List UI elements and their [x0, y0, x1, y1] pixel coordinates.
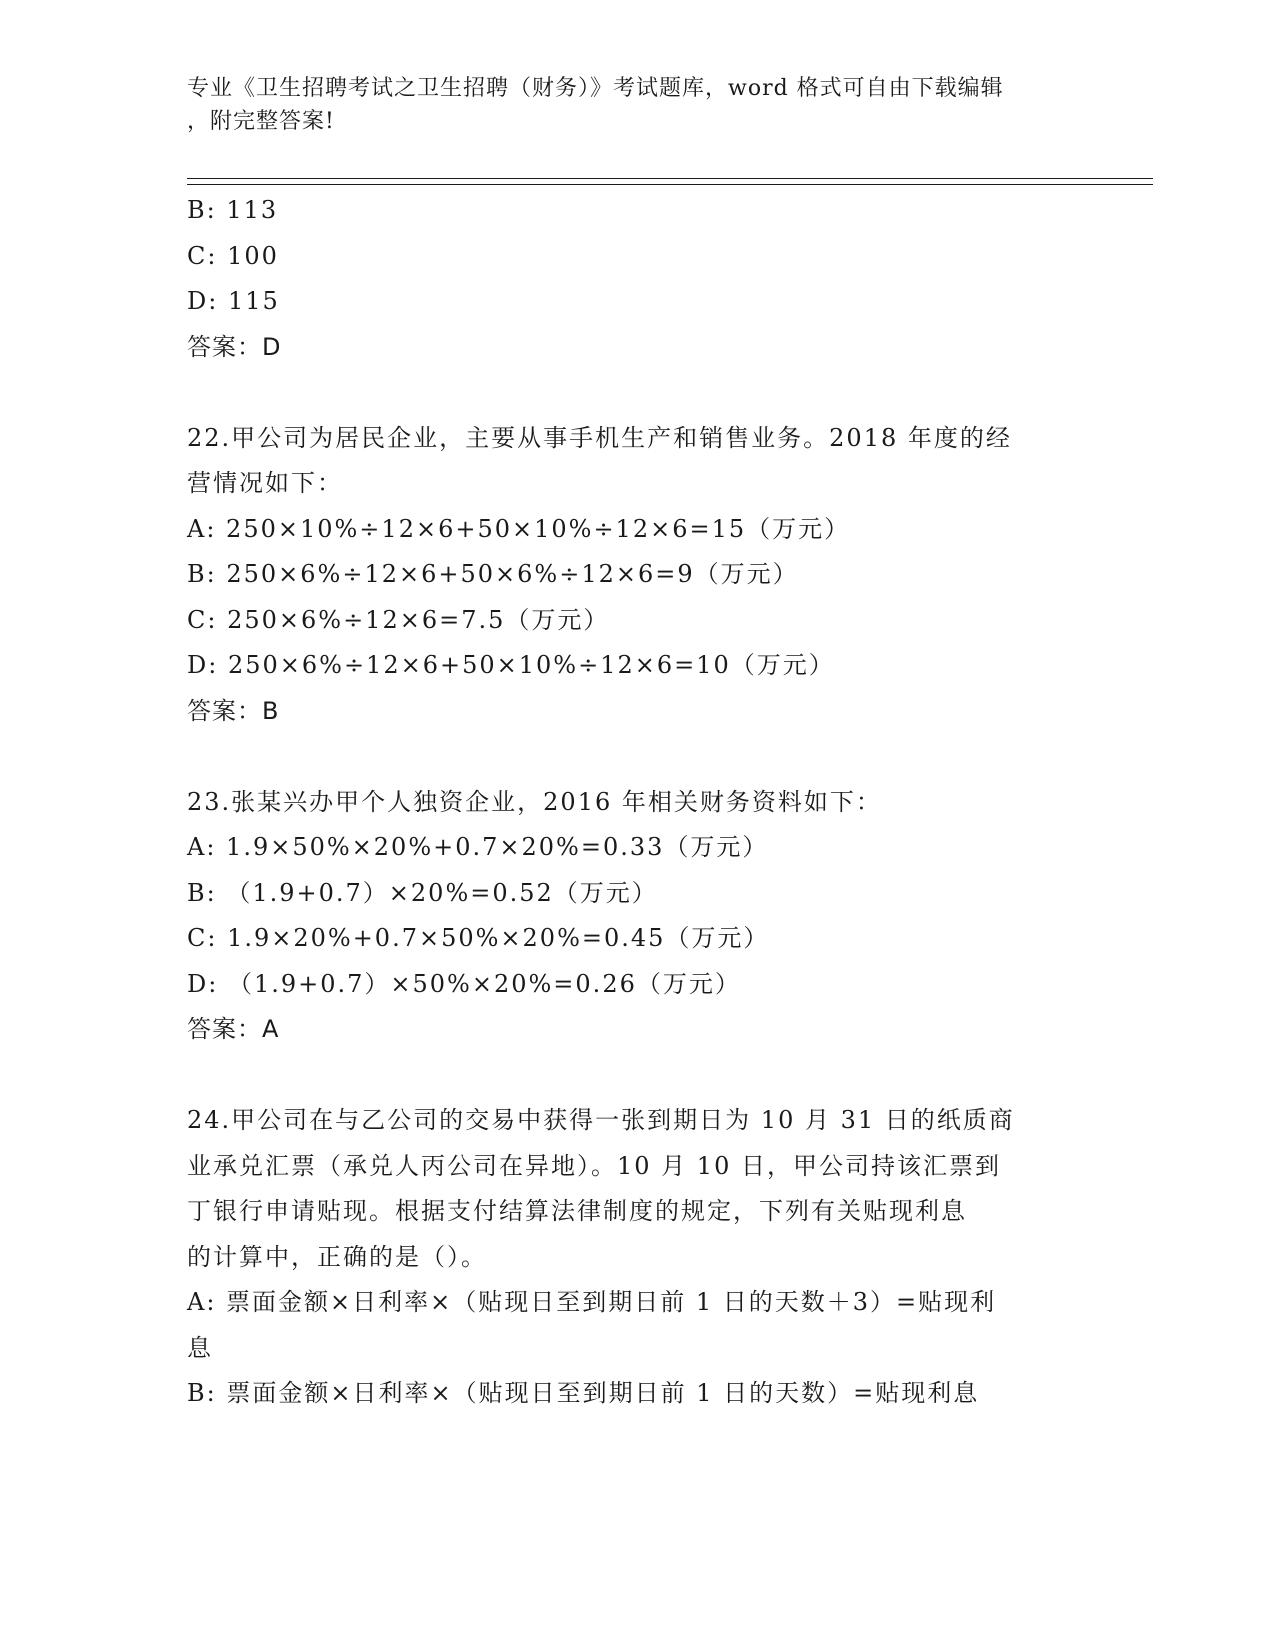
option-d: D: 115	[187, 287, 280, 315]
document-header	[187, 72, 1067, 138]
option-a-continued: 息	[187, 1333, 213, 1362]
header-title-line2: ，附完整答案!	[187, 109, 335, 134]
option-c: C: 1.9×20%+0.7×50%×20%=0.45（万元）	[187, 924, 770, 952]
spacer	[187, 370, 1087, 416]
question-stem-line: 营情况如下：	[187, 469, 343, 497]
question-list	[187, 188, 1087, 1417]
answer-line: 答案：B	[187, 696, 280, 725]
option-a: A: 1.9×50%×20%+0.7×20%=0.33（万元）	[187, 833, 769, 861]
option-d: D: （1.9+0.7）×50%×20%=0.26（万元）	[187, 969, 741, 998]
question-23	[187, 780, 1087, 1053]
option-b: B: （1.9+0.7）×20%=0.52（万元）	[187, 878, 658, 907]
option-c: C: 250×6%÷12×6=7.5（万元）	[187, 605, 610, 634]
spacer	[187, 734, 1087, 780]
question-24	[187, 1098, 1087, 1417]
option-b: B: 250×6%÷12×6+50×6%÷12×6=9（万元）	[187, 560, 799, 588]
header-divider	[187, 178, 1153, 185]
option-a: A: 票面金额×日利率×（贴现日至到期日前 1 日的天数＋3）=贴现利	[187, 1288, 997, 1316]
header-title-line1: 专业《卫生招聘考试之卫生招聘（财务）》考试题库，word 格式可自由下载编辑	[187, 76, 1004, 101]
answer-line: 答案：A	[187, 1015, 280, 1043]
question-stem-line: 22.甲公司为居民企业，主要从事手机生产和销售业务。2018 年度的经	[187, 423, 1012, 452]
option-d: D: 250×6%÷12×6+50×10%÷12×6=10（万元）	[187, 651, 835, 679]
question-21	[187, 188, 1087, 370]
option-c: C: 100	[187, 241, 279, 270]
answer-line: 答案：D	[187, 332, 282, 361]
question-stem-line: 23.张某兴办甲个人独资企业，2016 年相关财务资料如下：	[187, 787, 882, 816]
question-stem-line: 业承兑汇票（承兑人丙公司在异地）。10 月 10 日，甲公司持该汇票到	[187, 1151, 1001, 1180]
spacer	[187, 1053, 1087, 1099]
option-b: B: 113	[187, 196, 279, 224]
question-stem-line: 的计算中，正确的是（）。	[187, 1242, 487, 1271]
question-stem-line: 24.甲公司在与乙公司的交易中获得一张到期日为 10 月 31 日的纸质商	[187, 1106, 1015, 1134]
option-b: B: 票面金额×日利率×（贴现日至到期日前 1 日的天数）=贴现利息	[187, 1379, 980, 1407]
option-a: A: 250×10%÷12×6+50×10%÷12×6=15（万元）	[187, 514, 851, 543]
question-22	[187, 416, 1087, 735]
question-stem-line: 丁银行申请贴现。根据支付结算法律制度的规定，下列有关贴现利息	[187, 1197, 967, 1225]
